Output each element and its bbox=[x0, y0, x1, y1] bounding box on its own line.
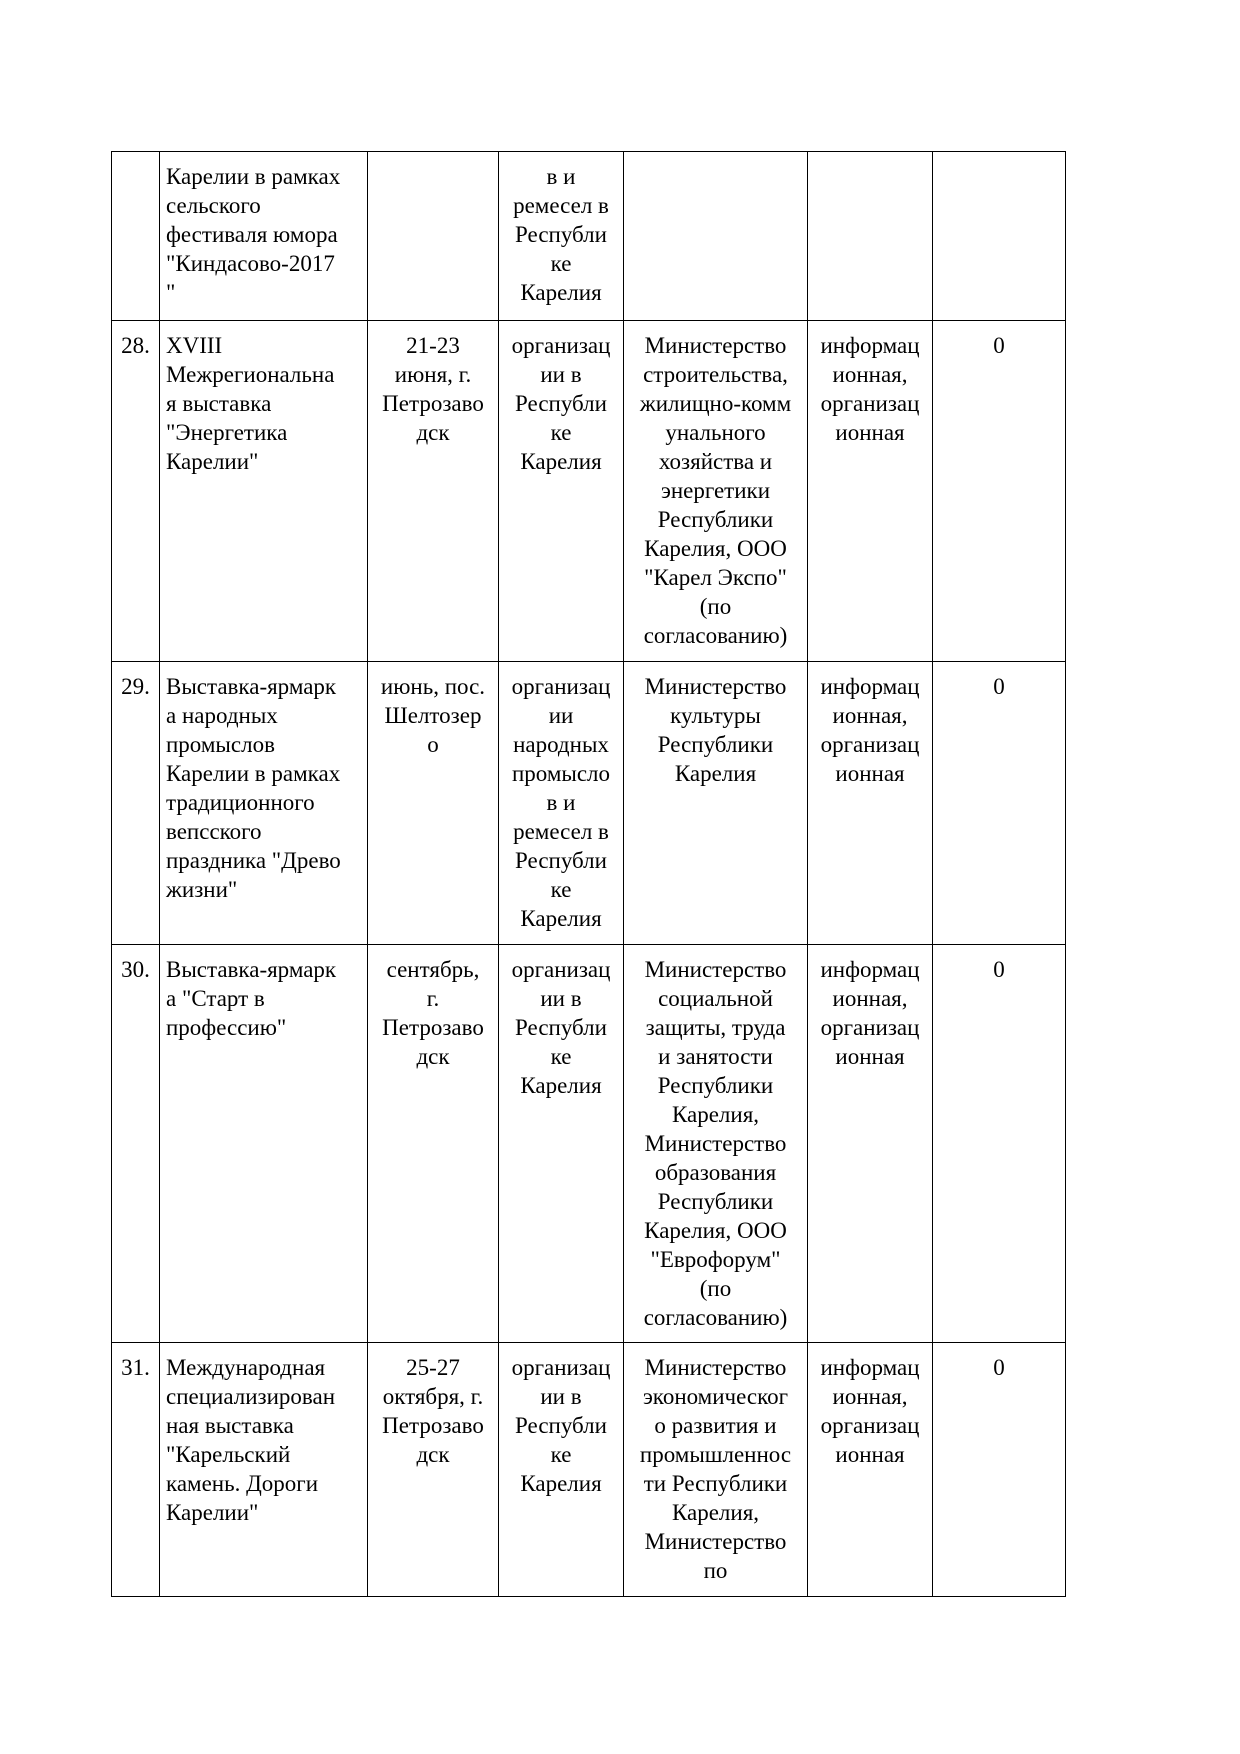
row-number: 30. bbox=[112, 945, 160, 1343]
event-participants: в и ремесел в Республи ке Карелия bbox=[499, 152, 624, 321]
event-funding: 0 bbox=[933, 321, 1066, 662]
event-participants: организац ии в Республи ке Карелия bbox=[499, 1343, 624, 1597]
table-row bbox=[112, 321, 1066, 662]
event-name: XVIII Межрегиональна я выставка "Энергетика Карелии" bbox=[160, 321, 368, 662]
event-organizers: Министерство экономическог о развития и промышленнос ти Республики Карелия, Министерство по bbox=[624, 1343, 808, 1597]
event-participants: организац ии в Республи ке Карелия bbox=[499, 321, 624, 662]
event-name: Международная специализирован ная выставка "Карельский камень. Дороги Карелии" bbox=[160, 1343, 368, 1597]
event-funding bbox=[933, 152, 1066, 321]
event-organizers: Министерство строительства, жилищно-комм унального хозяйства и энергетики Республики Карелия, ООО "Карел Экспо" (по согласованию) bbox=[624, 321, 808, 662]
event-date-place: сентябрь, г. Петрозаво дск bbox=[368, 945, 499, 1343]
row-number: 29. bbox=[112, 662, 160, 945]
table-row bbox=[112, 945, 1066, 1343]
table-row bbox=[112, 662, 1066, 945]
event-organizers bbox=[624, 152, 808, 321]
event-support: информац ионная, организац ионная bbox=[808, 321, 933, 662]
table-row bbox=[112, 152, 1066, 321]
row-number: 28. bbox=[112, 321, 160, 662]
event-name: Выставка-ярмарк а народных промыслов Карелии в рамках традиционного вепсского праздника "Древо жизни" bbox=[160, 662, 368, 945]
row-number bbox=[112, 152, 160, 321]
event-date-place bbox=[368, 152, 499, 321]
event-funding: 0 bbox=[933, 945, 1066, 1343]
table-row bbox=[112, 1343, 1066, 1597]
event-date-place: 25-27 октября, г. Петрозаво дск bbox=[368, 1343, 499, 1597]
events-table bbox=[111, 151, 1066, 1597]
event-participants: организац ии в Республи ке Карелия bbox=[499, 945, 624, 1343]
event-funding: 0 bbox=[933, 1343, 1066, 1597]
event-support: информац ионная, организац ионная bbox=[808, 1343, 933, 1597]
event-date-place: июнь, пос. Шелтозер о bbox=[368, 662, 499, 945]
event-name: Выставка-ярмарк а "Старт в профессию" bbox=[160, 945, 368, 1343]
event-support: информац ионная, организац ионная bbox=[808, 662, 933, 945]
event-name: Карелии в рамках сельского фестиваля юмора "Киндасово-2017 " bbox=[160, 152, 368, 321]
event-support: информац ионная, организац ионная bbox=[808, 945, 933, 1343]
event-participants: организац ии народных промысло в и ремесел в Республи ке Карелия bbox=[499, 662, 624, 945]
row-number: 31. bbox=[112, 1343, 160, 1597]
event-organizers: Министерство социальной защиты, труда и занятости Республики Карелия, Министерство образования Республики Карелия, ООО "Еврофорум" (по согласованию) bbox=[624, 945, 808, 1343]
event-support bbox=[808, 152, 933, 321]
event-funding: 0 bbox=[933, 662, 1066, 945]
event-organizers: Министерство культуры Республики Карелия bbox=[624, 662, 808, 945]
event-date-place: 21-23 июня, г. Петрозаво дск bbox=[368, 321, 499, 662]
